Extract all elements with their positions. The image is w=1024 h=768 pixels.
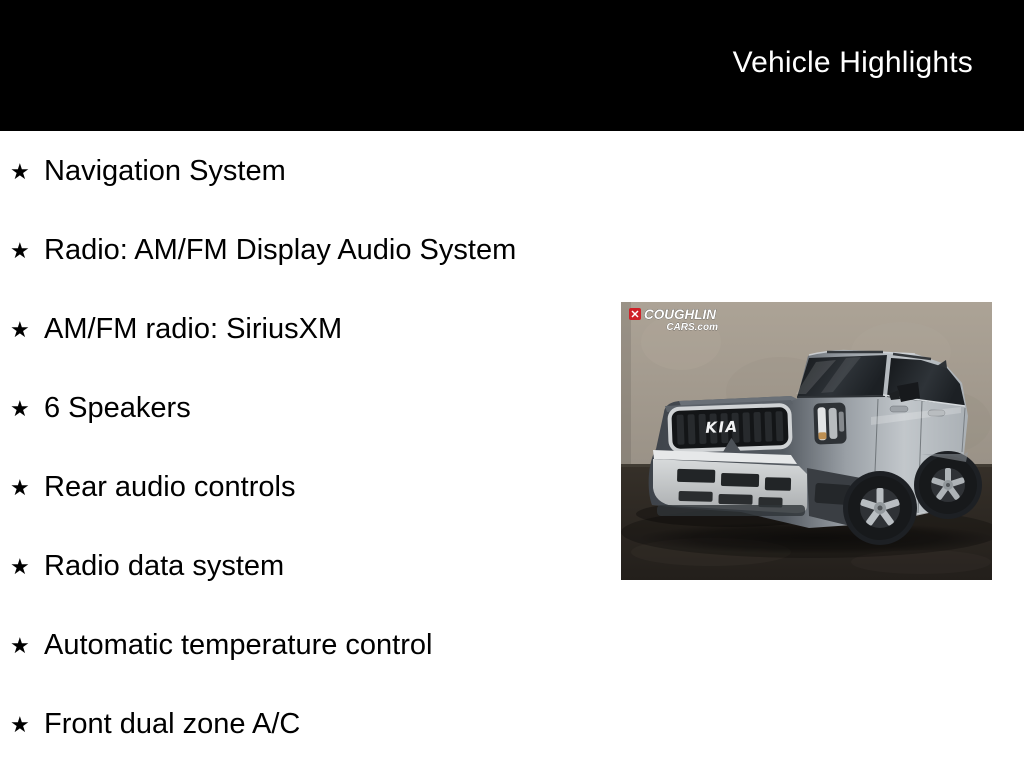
list-item bbox=[0, 132, 620, 211]
feature-label: Automatic temperature control bbox=[44, 628, 433, 661]
front-wheel bbox=[843, 471, 917, 545]
list-item bbox=[0, 685, 620, 764]
list-item bbox=[0, 606, 620, 685]
list-item bbox=[0, 527, 620, 606]
star-bullet-icon: ★ bbox=[10, 395, 30, 421]
door-handle bbox=[890, 406, 908, 412]
page-title: Vehicle Highlights bbox=[732, 46, 973, 79]
turn-signal bbox=[818, 432, 826, 439]
header-bar bbox=[0, 0, 1024, 131]
feature-label: Rear audio controls bbox=[44, 470, 296, 503]
feature-label: Radio: AM/FM Display Audio System bbox=[44, 233, 517, 266]
headlight bbox=[813, 402, 846, 444]
watermark-line1: COUGHLIN bbox=[644, 307, 716, 322]
feature-label: Radio data system bbox=[44, 549, 285, 582]
star-bullet-icon: ★ bbox=[10, 237, 30, 263]
star-bullet-icon: ★ bbox=[10, 316, 30, 342]
feature-label: Navigation System bbox=[44, 154, 286, 187]
feature-label: AM/FM radio: SiriusXM bbox=[44, 312, 343, 345]
list-item bbox=[0, 211, 620, 290]
list-item bbox=[0, 369, 620, 448]
watermark-line2: CARS.com bbox=[666, 322, 718, 333]
star-bullet-icon: ★ bbox=[10, 632, 30, 658]
feature-label: 6 Speakers bbox=[44, 391, 191, 424]
grille bbox=[667, 403, 793, 454]
vehicle-photo-svg bbox=[621, 302, 992, 580]
list-item bbox=[0, 290, 620, 369]
rear-wheel bbox=[914, 451, 982, 519]
feature-label: Front dual zone A/C bbox=[44, 707, 301, 740]
vehicle-photo bbox=[621, 302, 992, 580]
star-bullet-icon: ★ bbox=[10, 553, 30, 579]
star-bullet-icon: ★ bbox=[10, 711, 30, 737]
feature-list bbox=[0, 132, 620, 764]
kia-logo: KIA bbox=[705, 417, 739, 437]
star-bullet-icon: ★ bbox=[10, 474, 30, 500]
star-bullet-icon: ★ bbox=[10, 158, 30, 184]
list-item bbox=[0, 448, 620, 527]
